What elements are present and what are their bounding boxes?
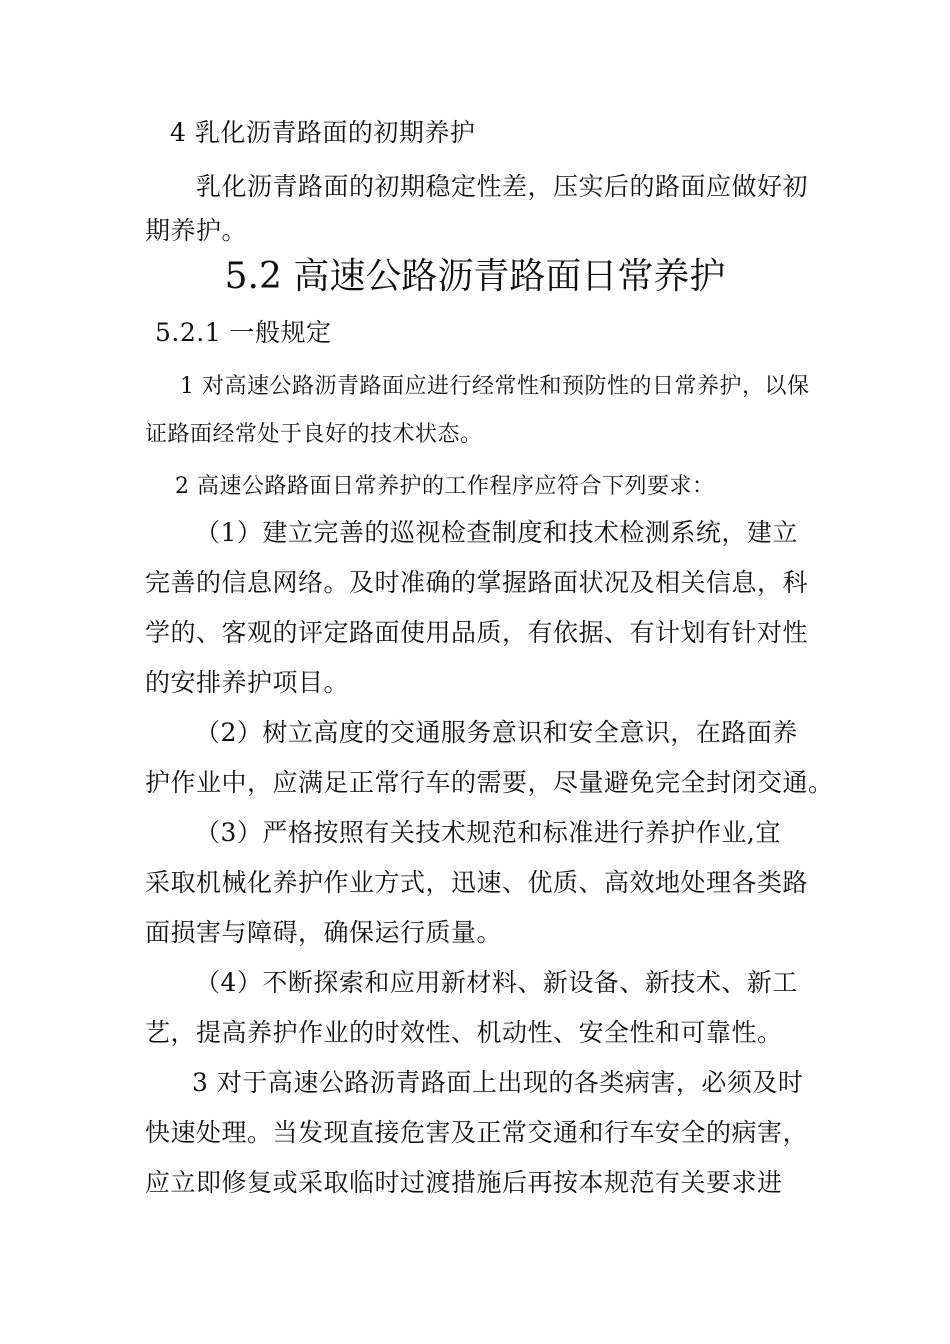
requirement-1-line: （1）建立完善的巡视检查制度和技术检测系统，建立 [195, 518, 798, 547]
subsection-heading: 5.2.1 一般规定 [155, 318, 332, 347]
requirement-3-line: 面损害与障碍，确保运行质量。 [145, 918, 503, 947]
item-1-line: 证路面经常处于良好的技术状态。 [145, 422, 483, 447]
item-2-heading: 2 高速公路路面日常养护的工作程序应符合下列要求： [175, 474, 715, 499]
requirement-3-line: 采取机械化养护作业方式，迅速、优质、高效地处理各类路 [145, 868, 809, 897]
requirement-4-line: 艺，提高养护作业的时效性、机动性、安全性和可靠性。 [145, 1018, 783, 1047]
section-4-body-line: 期养护。 [145, 216, 248, 245]
section-4-body-line: 乳化沥青路面的初期稳定性差，压实后的路面应做好初 [196, 172, 809, 201]
item-3-line: 3 对于高速公路沥青路面上出现的各类病害，必须及时 [192, 1068, 804, 1097]
item-3-line: 快速处理。当发现直接危害及正常交通和行车安全的病害， [145, 1118, 809, 1147]
section-5-2-title: 5.2 高速公路沥青路面日常养护 [224, 256, 726, 297]
requirement-2-line: （2）树立高度的交通服务意识和安全意识，在路面养 [195, 718, 798, 747]
requirement-1-line: 的安排养护项目。 [145, 668, 350, 697]
requirement-4-line: （4）不断探索和应用新材料、新设备、新技术、新工 [195, 968, 798, 997]
requirement-1-line: 完善的信息网络。及时准确的掌握路面状况及相关信息，科 [145, 568, 809, 597]
section-4-heading: 4 乳化沥青路面的初期养护 [170, 118, 476, 147]
requirement-1-line: 学的、客观的评定路面使用品质，有依据、有计划有针对性 [145, 618, 809, 647]
requirement-2-line: 护作业中，应满足正常行车的需要，尽量避免完全封闭交通。 [145, 768, 834, 797]
requirement-3-line: （3）严格按照有关技术规范和标准进行养护作业,宜 [195, 818, 781, 847]
item-1-line: 1 对高速公路沥青路面应进行经常性和预防性的日常养护，以保 [180, 374, 810, 399]
item-3-line: 应立即修复或采取临时过渡措施后再按本规范有关要求进 [145, 1168, 783, 1197]
